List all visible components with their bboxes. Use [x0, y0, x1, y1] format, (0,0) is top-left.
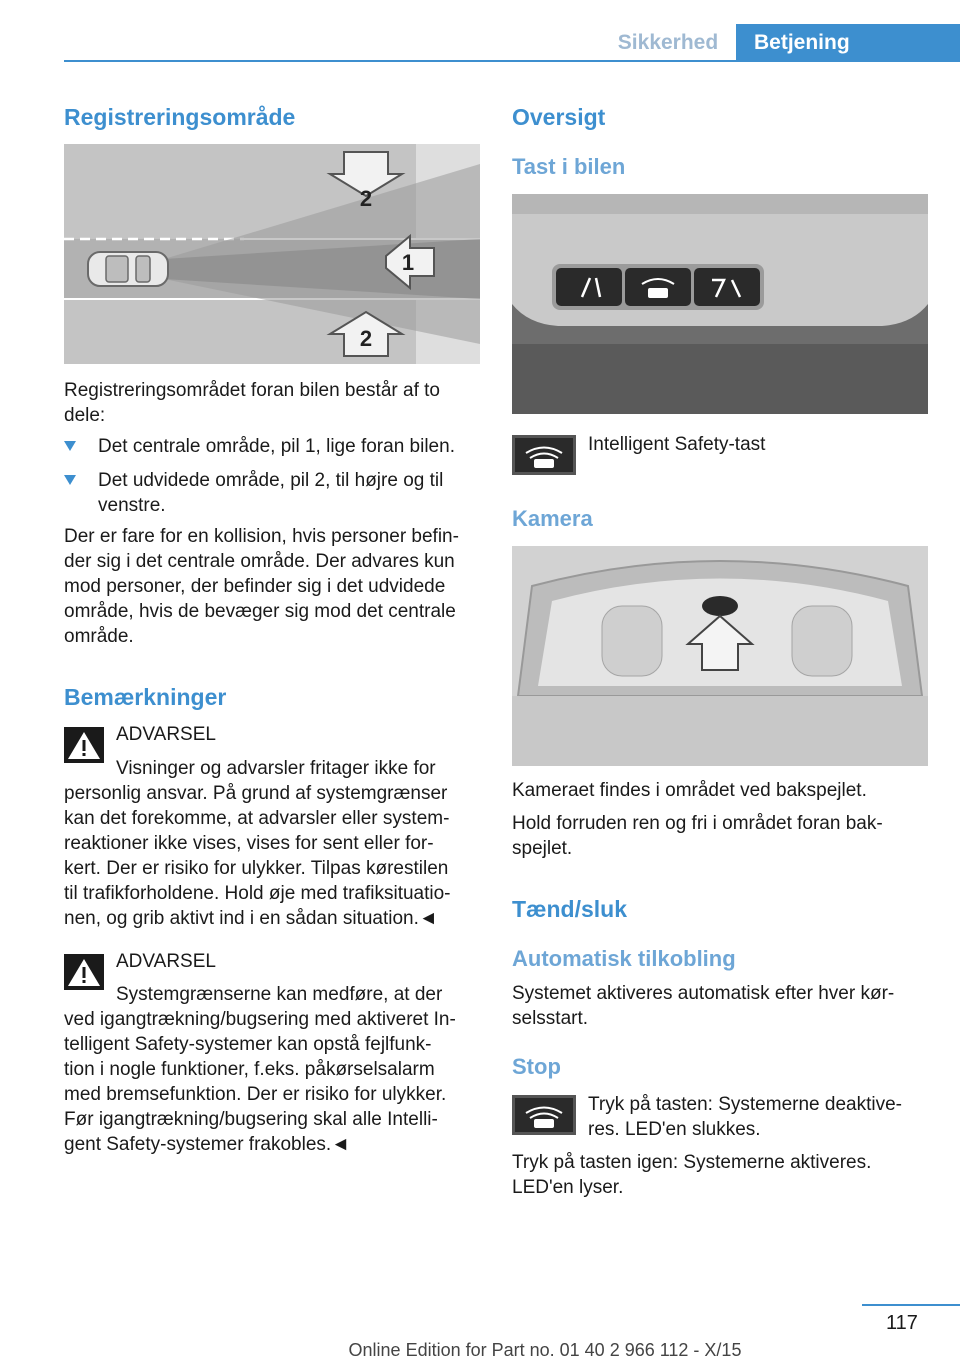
intelligent-safety-key-label: Intelligent Safety-tast [588, 434, 766, 455]
page-number: 117 [886, 1312, 918, 1334]
arrow-2-bottom-label: 2 [359, 326, 373, 351]
bullet-item-2: Det udvidede område, pil 2, til højre og til venstre. [64, 468, 484, 518]
warning-2-first-line: Systemgrænserne kan medføre, at der [116, 984, 443, 1005]
subsection-title-kamera: Kamera [512, 506, 593, 531]
warning-1-label: ADVARSEL [116, 724, 216, 745]
intro-paragraph: Registreringsområdet foran bilen består af to dele: [64, 380, 440, 426]
key-3 [694, 268, 760, 306]
warning-1-text: personlig ansvar. På grund af systemgrænser kan det forekomme, at advarsler eller system- reaktioner ikke vises, vises for sent eller for- kert. Der er risiko for ulykker. Tilpas kørestilen til trafikforholdene. Hold øje med trafiksituatio- nen, og grib aktivt ind i en sådan situation.◄ [64, 783, 451, 929]
bullet-item-1: Det centrale område, pil 1, lige foran bilen. [64, 434, 484, 459]
section-title-oversigt: Oversigt [512, 104, 606, 130]
footer-rule [862, 1304, 960, 1306]
intelligent-safety-key [625, 268, 691, 306]
collision-paragraph: Der er fare for en kollision, hvis personer befin- der sig i det centrale område. Der advares kun mod personer, der befinder sig i det udvidede område, hvis de bevæger sig mod det centrale område. [64, 526, 459, 647]
camera-location-text: Kameraet findes i området ved bakspejlet. [512, 780, 867, 801]
camera-clean-text: Hold forruden ren og fri i området foran bak- spejlet. [512, 813, 883, 859]
warning-icon [64, 954, 104, 990]
header-tab-betjening[interactable]: Betjening [736, 24, 960, 62]
warning-2-label: ADVARSEL [116, 951, 216, 972]
section-title-taend-sluk: Tænd/sluk [512, 896, 628, 922]
auto-text: Systemet aktiveres automatisk efter hver kør- selsstart. [512, 983, 895, 1029]
warning-2-text: ved igangtrækning/bugsering med aktiveret In- telligent Safety-systemer kan opstå fejlfunk- tion i nogle funktioner, f.eks. påkørselsalarm med bremsefunktion. Der er risiko for ulykker. Før igangtrækning/bugsering skal alle Intelli- gent Safety-systemer frakobles.◄ [64, 1009, 456, 1155]
stop-text: Tryk på tasten: Systemerne deaktive- res. LED'en slukkes. [588, 1094, 902, 1140]
stop-again-text: Tryk på tasten igen: Systemerne aktiveres. LED'en lyser. [512, 1152, 872, 1198]
header-rule [64, 60, 960, 62]
subsection-title-stop: Stop [512, 1054, 561, 1079]
footer-edition: Online Edition for Part no. 01 40 2 966 112 - X/15 [348, 1340, 742, 1360]
arrow-2-top-label: 2 [359, 186, 373, 211]
intelligent-safety-key-icon [512, 435, 576, 475]
detection-area-figure [64, 144, 480, 364]
camera-figure [512, 546, 928, 766]
camera-icon [702, 596, 738, 616]
key-1 [556, 268, 622, 306]
warning-icon [64, 727, 104, 763]
header-tab-sikkerhed[interactable]: Sikkerhed [617, 31, 719, 54]
button-panel-figure [512, 194, 928, 414]
section-title-registreringsomrade: Registreringsområde [64, 104, 296, 130]
car-icon [88, 252, 168, 286]
intelligent-safety-key-icon [512, 1095, 576, 1135]
arrow-1-label: 1 [401, 250, 415, 275]
section-title-bemaerkninger: Bemærkninger [64, 684, 227, 710]
warning-1-first-line: Visninger og advarsler fritager ikke for [116, 758, 436, 779]
subsection-title-tast: Tast i bilen [512, 154, 626, 179]
subsection-title-automatisk: Automatisk tilkobling [512, 946, 736, 971]
